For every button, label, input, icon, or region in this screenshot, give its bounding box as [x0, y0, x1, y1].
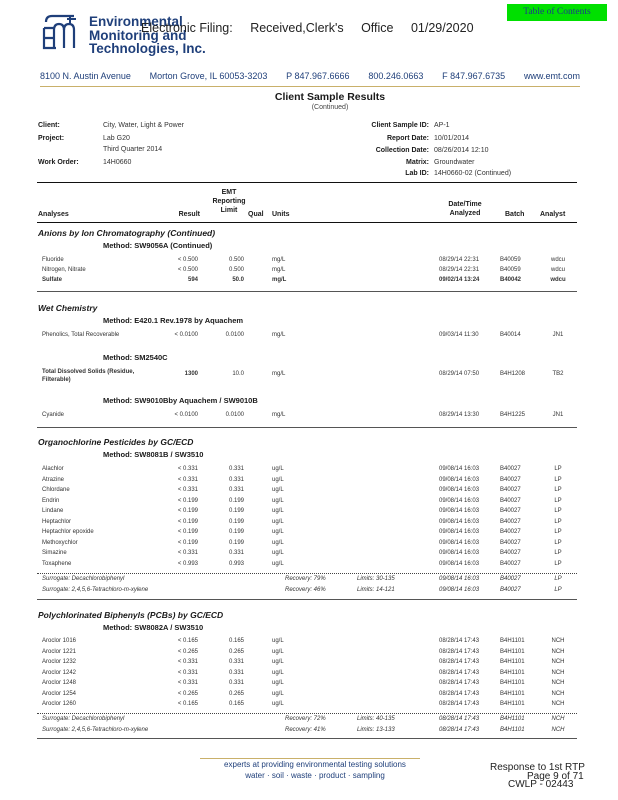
page-number: Page 9 of 71	[527, 771, 584, 782]
page-title: Client Sample Results	[274, 91, 386, 103]
units-cell: mg/L	[272, 267, 286, 273]
units-cell: mg/L	[272, 332, 286, 338]
batch-cell: B4H1101	[500, 716, 525, 722]
table-row	[0, 508, 618, 518]
lab-id-value: 14H0660-02 (Continued)	[434, 170, 512, 177]
result-cell: < 0.265	[177, 690, 198, 697]
project-label: Project:	[38, 135, 65, 142]
analyte-cell: Atrazine	[42, 476, 65, 483]
section-wetchem-method-1: Method: E420.1 Rev.1978 by Aquachem	[103, 316, 244, 325]
limit-cell: 0.331	[228, 669, 244, 676]
date-cell: 08/28/14 17:43	[439, 716, 480, 722]
analyst-cell: wdcu	[550, 267, 565, 273]
limit-cell: 0.0100	[225, 412, 244, 418]
result-cell: 1300	[184, 371, 198, 377]
result-cell: < 0.993	[177, 560, 198, 567]
units-cell: ug/L	[272, 560, 284, 567]
result-cell: < 0.165	[177, 701, 198, 707]
units-cell: ug/L	[272, 529, 284, 535]
date-cell: 08/28/14 17:43	[439, 638, 480, 644]
batch-cell: B4H1225	[500, 412, 526, 418]
recovery-cell: Recovery: 79%	[285, 576, 326, 582]
date-cell: 09/08/14 16:03	[439, 576, 480, 582]
table-row	[0, 267, 618, 277]
limit-cell: 0.265	[228, 648, 244, 655]
date-cell: 08/28/14 17:43	[439, 726, 480, 733]
matrix-label: Matrix:	[406, 159, 429, 166]
col-qual: Qual	[248, 211, 264, 218]
limit-cell: 0.331	[228, 466, 244, 472]
date-cell: 09/08/14 16:03	[439, 539, 480, 546]
analyst-cell: NCH	[551, 716, 565, 722]
filing-stamp	[141, 21, 488, 35]
result-cell: < 0.265	[177, 648, 198, 655]
limit-cell: 0.500	[228, 257, 244, 263]
table-row	[0, 691, 618, 701]
batch-cell: B4H1101	[500, 690, 525, 697]
fax-number: F 847.967.6735	[442, 71, 506, 81]
sample-id-value: AP-1	[434, 122, 450, 129]
emt-logo-icon	[40, 14, 80, 52]
date-cell: 08/28/14 17:43	[439, 701, 480, 707]
col-result: Result	[178, 211, 200, 218]
table-row	[0, 477, 618, 487]
limit-cell: 50.0	[232, 277, 244, 283]
date-cell: 09/08/14 16:03	[439, 508, 480, 514]
analyte-cell: Aroclor 1232	[42, 659, 77, 665]
table-row	[0, 257, 618, 267]
sample-id-label: Client Sample ID:	[371, 122, 429, 129]
section-pesticides-method: Method: SW8081B / SW3510	[103, 450, 204, 459]
date-cell: 08/28/14 17:43	[439, 680, 480, 686]
batch-cell: B40027	[500, 576, 521, 582]
tollfree-number: 800.246.0663	[368, 71, 424, 81]
surrogate-row	[0, 716, 618, 726]
city-address: Morton Grove, IL 60053-3203	[149, 71, 268, 81]
units-cell: mg/L	[272, 277, 287, 283]
limit-cell: 0.0100	[225, 332, 244, 338]
table-row	[0, 466, 618, 476]
client-label: Client:	[38, 122, 60, 129]
analyte-cell: Methoxychlor	[42, 539, 78, 546]
section-wetchem-method-3: Method: SW9010Bby Aquachem / SW9010B	[103, 396, 258, 405]
analyte-cell: Sulfate	[42, 277, 63, 283]
result-cell: < 0.331	[177, 550, 198, 556]
document-id: CWLP - 02443	[508, 779, 574, 790]
recovery-cell: Recovery: 72%	[285, 716, 326, 722]
batch-cell: B4H1101	[500, 701, 525, 707]
limit-cell: 0.199	[228, 539, 244, 546]
table-row	[0, 277, 618, 287]
section-divider	[37, 738, 577, 739]
analyte-cell: Aroclor 1016	[42, 638, 77, 644]
table-of-contents-button[interactable]: Table of Contents	[507, 4, 607, 21]
limits-cell: Limits: 13-133	[357, 726, 395, 733]
limit-cell: 0.331	[228, 680, 244, 686]
analyte-cell: Alachlor	[42, 466, 64, 472]
analyte-cell: Surrogate: Decachlorobiphenyl	[42, 576, 125, 582]
project-value-1: Lab G20	[103, 135, 130, 142]
analyte-cell-line1: Total Dissolved Solids (Residue,	[42, 369, 135, 375]
limit-cell: 0.165	[228, 701, 244, 707]
limit-cell: 0.331	[228, 487, 244, 493]
table-row	[0, 369, 618, 389]
table-row	[0, 561, 618, 571]
batch-cell: B40042	[500, 277, 522, 283]
analyte-cell: Surrogate: 2,4,5,6-Tetrachloro-m-xylene	[42, 586, 149, 593]
units-cell: ug/L	[272, 487, 284, 493]
result-cell: < 0.331	[177, 669, 198, 676]
result-cell: < 0.331	[177, 680, 198, 686]
batch-cell: B40027	[500, 508, 521, 514]
recovery-cell: Recovery: 46%	[285, 586, 326, 593]
batch-cell: B40027	[500, 487, 521, 493]
table-row	[0, 519, 618, 529]
result-cell: < 0.500	[177, 267, 198, 273]
date-cell: 08/29/14 07:50	[439, 371, 480, 377]
analyst-cell: LP	[554, 576, 562, 582]
col-batch: Batch	[505, 211, 525, 218]
surrogate-row	[0, 576, 618, 586]
analyte-cell: Aroclor 1242	[42, 669, 77, 676]
analyst-cell: NCH	[551, 659, 565, 665]
surrogate-divider	[37, 713, 577, 714]
date-cell: 09/08/14 16:03	[439, 529, 480, 535]
section-wetchem-title: Wet Chemistry	[38, 303, 98, 313]
batch-cell: B4H1208	[500, 371, 526, 377]
limit-cell: 0.265	[228, 690, 244, 697]
units-cell: ug/L	[272, 690, 284, 697]
analyte-cell: Aroclor 1254	[42, 690, 77, 697]
date-cell: 08/29/14 13:30	[439, 412, 480, 418]
col-units: Units	[272, 211, 290, 218]
limit-cell: 0.199	[228, 497, 244, 504]
work-order-value: 14H0660	[103, 159, 132, 166]
table-row	[0, 412, 618, 422]
limit-cell: 0.331	[228, 476, 244, 483]
batch-cell: B4H1101	[500, 648, 525, 655]
header-top-rule	[37, 182, 577, 183]
units-cell: ug/L	[272, 638, 284, 644]
analyte-cell: Endrin	[42, 497, 60, 504]
analyst-cell: LP	[554, 518, 562, 525]
date-cell: 09/08/14 16:03	[439, 518, 480, 525]
col-emt-line1: EMT	[221, 189, 237, 196]
limit-cell: 0.500	[228, 267, 244, 273]
limit-cell: 0.199	[228, 518, 244, 525]
analyte-cell: Lindane	[42, 508, 64, 514]
limits-cell: Limits: 40-135	[357, 716, 395, 722]
lab-id-label: Lab ID:	[405, 170, 429, 177]
date-cell: 08/29/14 22:31	[439, 267, 480, 273]
units-cell: ug/L	[272, 648, 284, 655]
date-cell: 09/08/14 16:03	[439, 476, 480, 483]
date-cell: 09/08/14 16:03	[439, 466, 480, 472]
section-pesticides-title: Organochlorine Pesticides by GC/ECD	[38, 437, 194, 447]
company-name-line3: Technologies, Inc.	[89, 41, 206, 56]
surrogate-row	[0, 727, 618, 737]
section-anions-title: Anions by Ion Chromatography (Continued)	[38, 228, 216, 238]
analyst-cell: JN1	[552, 332, 564, 338]
analyst-cell: wdcu	[550, 277, 566, 283]
footer-divider	[200, 758, 420, 759]
filing-received: Received,Clerk's	[250, 21, 344, 35]
table-row	[0, 332, 618, 342]
date-cell: 08/28/14 17:43	[439, 669, 480, 676]
units-cell: ug/L	[272, 508, 284, 514]
analyst-cell: NCH	[551, 726, 565, 733]
result-cell: < 0.199	[177, 518, 198, 525]
result-cell: < 0.199	[177, 497, 198, 504]
analyte-cell: Heptachlor epoxide	[42, 529, 94, 535]
analyte-cell: Aroclor 1221	[42, 648, 77, 655]
analyst-cell: wdcu	[550, 257, 565, 263]
table-row	[0, 638, 618, 648]
col-date-line1: Date/Time	[448, 201, 482, 208]
surrogate-row	[0, 587, 618, 597]
section-divider	[37, 599, 577, 600]
table-row	[0, 487, 618, 497]
analyst-cell: NCH	[551, 701, 565, 707]
col-emt-line2: Reporting	[212, 198, 246, 205]
units-cell: mg/L	[272, 371, 286, 377]
section-pcbs-method: Method: SW8082A / SW3510	[103, 623, 204, 632]
company-name-line2: Monitoring and	[89, 27, 187, 43]
limit-cell: 10.0	[232, 371, 244, 377]
result-cell: < 0.0100	[174, 412, 198, 418]
limit-cell: 0.331	[228, 550, 244, 556]
batch-cell: B4H1101	[500, 726, 525, 733]
batch-cell: B40027	[500, 476, 521, 483]
batch-cell: B4H1101	[500, 680, 525, 686]
units-cell: ug/L	[272, 497, 284, 504]
analyst-cell: LP	[554, 466, 562, 472]
limits-cell: Limits: 30-135	[357, 576, 395, 582]
analyst-cell: LP	[554, 586, 562, 593]
address-divider	[40, 86, 580, 87]
surrogate-divider	[37, 573, 577, 574]
project-value-2: Third Quarter 2014	[103, 146, 163, 153]
date-cell: 09/08/14 16:03	[439, 586, 480, 593]
units-cell: ug/L	[272, 539, 284, 546]
batch-cell: B40027	[500, 529, 521, 535]
analyst-cell: NCH	[551, 669, 565, 676]
date-cell: 09/08/14 16:03	[439, 487, 480, 493]
units-cell: ug/L	[272, 550, 284, 556]
analyst-cell: LP	[554, 560, 562, 567]
phone-number: P 847.967.6666	[286, 71, 350, 81]
analyte-cell: Surrogate: Decachlorobiphenyl	[42, 716, 125, 722]
matrix-value: Groundwater	[434, 159, 475, 166]
response-label: Response to 1st RTP	[490, 762, 585, 773]
analyst-cell: LP	[554, 508, 562, 514]
work-order-label: Work Order:	[38, 159, 79, 166]
table-row	[0, 498, 618, 508]
date-cell: 09/08/14 16:03	[439, 560, 480, 567]
col-analyses: Analyses	[38, 211, 69, 218]
street-address: 8100 N. Austin Avenue	[40, 71, 131, 81]
analyte-cell: Phenolics, Total Recoverable	[42, 332, 120, 338]
result-cell: < 0.331	[177, 476, 198, 483]
analyst-cell: LP	[554, 487, 562, 493]
date-cell: 08/28/14 17:43	[439, 690, 480, 697]
analyte-cell: Aroclor 1248	[42, 680, 77, 686]
units-cell: ug/L	[272, 680, 284, 686]
section-divider	[37, 427, 577, 428]
batch-cell: B40027	[500, 518, 521, 525]
units-cell: ug/L	[272, 669, 284, 676]
batch-cell: B40027	[500, 497, 521, 504]
analyst-cell: NCH	[551, 638, 565, 644]
batch-cell: B40059	[500, 267, 521, 273]
table-row	[0, 670, 618, 680]
batch-cell: B40027	[500, 550, 521, 556]
result-cell: 594	[187, 277, 198, 283]
table-row	[0, 550, 618, 560]
client-value: City, Water, Light & Power	[103, 122, 184, 129]
analyst-cell: LP	[554, 529, 562, 535]
limits-cell: Limits: 14-121	[357, 586, 395, 593]
batch-cell: B40059	[500, 257, 521, 263]
report-date-value: 10/01/2014	[434, 135, 470, 142]
analyte-cell: Aroclor 1260	[42, 701, 77, 707]
units-cell: ug/L	[272, 466, 284, 472]
section-wetchem-method-2: Method: SM2540C	[103, 353, 168, 362]
units-cell: ug/L	[272, 701, 284, 707]
col-emt	[206, 188, 252, 215]
limit-cell: 0.331	[228, 659, 244, 665]
section-anions-method: Method: SW9056A (Continued)	[103, 241, 213, 250]
analyte-cell: Nitrogen, Nitrate	[42, 267, 86, 273]
units-cell: ug/L	[272, 659, 284, 665]
batch-cell: B40027	[500, 560, 521, 567]
analyst-cell: LP	[554, 550, 562, 556]
analyte-cell: Heptachlor	[42, 518, 72, 525]
units-cell: mg/L	[272, 412, 286, 418]
limit-cell: 0.199	[228, 529, 244, 535]
limit-cell: 0.165	[228, 638, 244, 644]
analyte-cell: Simazine	[42, 550, 67, 556]
batch-cell: B4H1101	[500, 638, 525, 644]
date-cell: 09/08/14 16:03	[439, 497, 480, 504]
result-cell: < 0.165	[177, 638, 198, 644]
company-name-line1: Environmental	[89, 14, 183, 29]
analyte-cell: Chlordane	[42, 487, 70, 493]
analyte-cell: Surrogate: 2,4,5,6-Tetrachloro-m-xylene	[42, 726, 149, 733]
table-row	[0, 659, 618, 669]
header-bottom-rule	[37, 222, 577, 223]
analyte-cell: Cyanide	[42, 412, 65, 418]
filing-office: Office	[361, 21, 394, 35]
table-row	[0, 680, 618, 690]
units-cell: ug/L	[272, 476, 284, 483]
filing-label: Electronic Filing:	[141, 21, 233, 35]
col-date	[440, 200, 490, 218]
col-analyst: Analyst	[540, 211, 566, 218]
footer-tagline: experts at providing environmental testing solutions	[224, 760, 406, 769]
analyst-cell: NCH	[551, 690, 565, 697]
date-cell: 08/28/14 17:43	[439, 659, 480, 665]
analyst-cell: LP	[554, 497, 562, 504]
result-cell: < 0.199	[177, 539, 198, 546]
limit-cell: 0.199	[228, 508, 244, 514]
units-cell: mg/L	[272, 257, 286, 263]
recovery-cell: Recovery: 41%	[285, 726, 326, 733]
analyte-cell: Toxaphene	[42, 560, 72, 567]
page-subtitle: (Continued)	[311, 104, 349, 111]
table-row	[0, 529, 618, 539]
report-date-label: Report Date:	[386, 135, 429, 142]
analyte-cell: Fluoride	[42, 257, 64, 263]
result-cell: < 0.331	[177, 659, 198, 665]
analyst-cell: JN1	[552, 412, 564, 418]
col-date-line2: Analyzed	[449, 210, 481, 217]
table-row	[0, 540, 618, 550]
table-row	[0, 701, 618, 711]
result-cell: < 0.500	[177, 257, 198, 263]
date-cell: 09/02/14 13:24	[439, 277, 480, 283]
date-cell: 08/29/14 22:31	[439, 257, 480, 263]
analyst-cell: NCH	[551, 680, 565, 686]
result-cell: < 0.199	[177, 529, 198, 535]
filing-date: 01/29/2020	[410, 21, 474, 35]
website-link[interactable]: www.emt.com	[523, 71, 580, 81]
batch-cell: B40027	[500, 586, 521, 593]
address-bar	[40, 71, 580, 81]
section-divider	[37, 291, 577, 292]
analyte-cell-line2: Filterable)	[42, 377, 71, 383]
date-cell: 09/08/14 16:03	[439, 550, 480, 556]
result-cell: < 0.331	[177, 487, 198, 493]
units-cell: ug/L	[272, 518, 284, 525]
date-cell: 09/03/14 11:30	[439, 332, 479, 338]
section-pcbs-title: Polychlorinated Biphenyls (PCBs) by GC/ECD	[38, 610, 224, 620]
collection-date-label: Collection Date:	[375, 147, 429, 154]
date-cell: 08/28/14 17:43	[439, 648, 480, 655]
col-emt-line3: Limit	[220, 207, 238, 214]
analyst-cell: TB2	[552, 371, 564, 377]
analyst-cell: NCH	[551, 648, 565, 655]
batch-cell: B4H1101	[500, 659, 525, 665]
analyst-cell: LP	[554, 539, 562, 546]
result-cell: < 0.199	[177, 508, 198, 514]
collection-date-value: 08/26/2014 12:10	[434, 147, 489, 154]
batch-cell: B40027	[500, 466, 521, 472]
limit-cell: 0.993	[228, 560, 244, 567]
batch-cell: B4H1101	[500, 669, 525, 676]
footer-services: water · soil · waste · product · sampling	[245, 771, 385, 780]
table-row	[0, 649, 618, 659]
result-cell: < 0.331	[177, 466, 198, 472]
result-cell: < 0.0100	[174, 332, 198, 338]
batch-cell: B40014	[500, 332, 521, 338]
analyst-cell: LP	[554, 476, 562, 483]
batch-cell: B40027	[500, 539, 521, 546]
